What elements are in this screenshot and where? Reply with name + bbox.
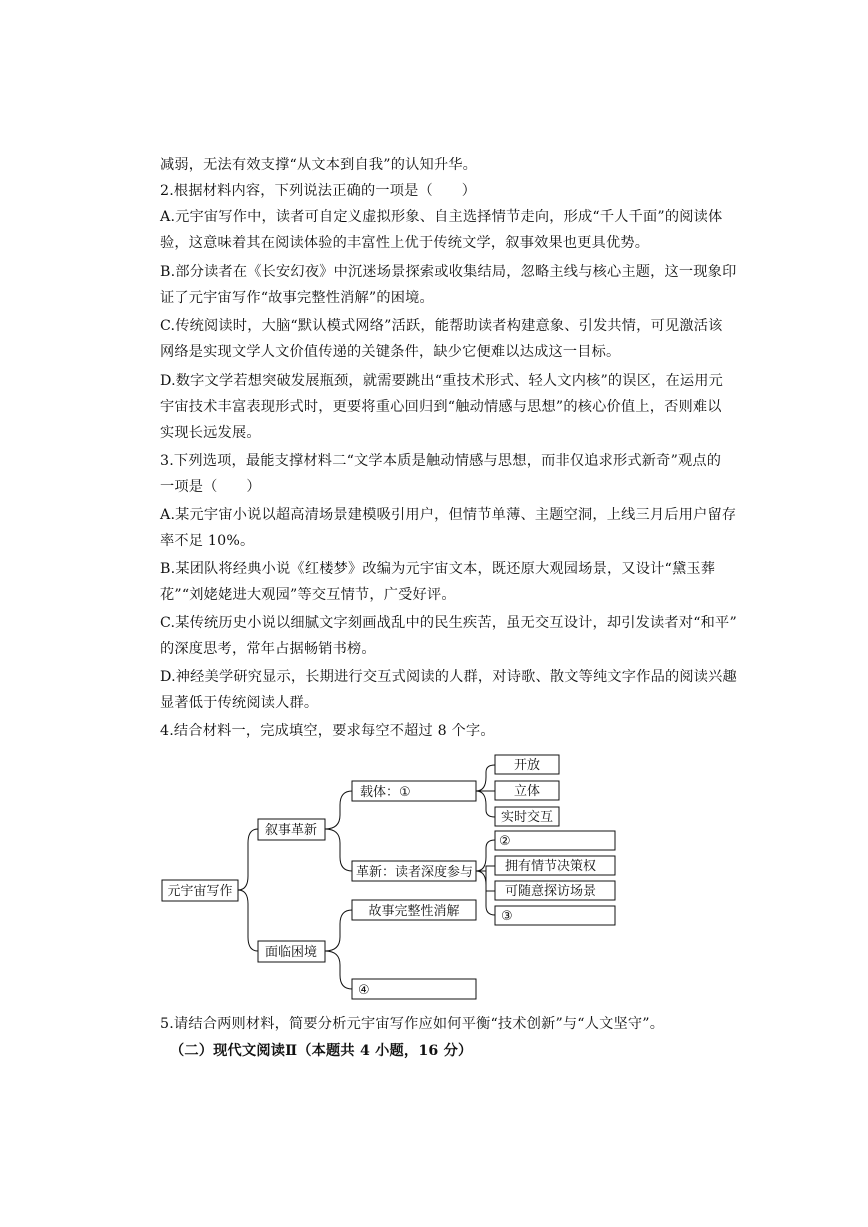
reform-item-decision: 拥有情节决策权 [505, 859, 597, 874]
carrier-item-3d: 立体 [513, 784, 541, 799]
option-2b: B.部分读者在《长安幻夜》中沉迷场景探索或收集结局，忽略主线与核心主题，这一现象印 [160, 264, 737, 280]
option-2a: A.元宇宙写作中，读者可自定义虚拟形象、自主选择情节走向，形成“千人千面”的阅读体 [160, 209, 723, 225]
branch1-label: 叙事革新 [264, 823, 318, 838]
connector-carrier-bottom [476, 791, 495, 817]
option-2d-cont: 宇宙技术丰富表现形式时，更要将重心回归到“触动情感与思想”的核心价值上，否则难以 [160, 399, 722, 415]
connector-reform-4 [476, 871, 495, 915]
question-3-stem-cont: 一项是（ ） [160, 479, 261, 495]
reform-item-blank-2: ② [499, 834, 511, 849]
option-3b-cont: 花”“刘姥姥进大观园”等交互情节，广受好评。 [160, 587, 456, 603]
dilemma2-blank-4: ④ [358, 983, 370, 998]
option-2d: D.数字文学若想突破发展瓶颈，就需要跳出“重技术形式、轻人文内核”的误区，在运用元 [160, 373, 724, 389]
reform-item-box [495, 906, 615, 925]
text-line: 减弱，无法有效支撑“从文本到自我”的认知升华。 [160, 157, 478, 173]
option-2b-cont: 证了元宇宙写作“故事完整性消解”的困境。 [160, 290, 434, 306]
carrier-item-open: 开放 [513, 758, 541, 773]
connector-branch1-reform [325, 829, 352, 871]
option-2c: C.传统阅读时，大脑“默认模式网络”活跃，能帮助读者构建意象、引发共情，可见激活该 [160, 318, 723, 334]
question-5-stem: 5.请结合两则材料，简要分析元宇宙写作应如何平衡“技术创新”与“人文坚守”。 [160, 1016, 665, 1032]
option-2c-cont: 网络是实现文学人文价值传递的关键条件，缺少它便难以达成这一目标。 [160, 344, 621, 360]
option-2d-cont2: 实现长远发展。 [160, 425, 261, 441]
option-2a-cont: 验，这意味着其在阅读体验的丰富性上优于传统文学，叙事效果也更具优势。 [160, 235, 650, 251]
connector-branch2-d1 [325, 910, 352, 951]
option-3b: B.某团队将经典小说《红楼梦》改编为元宇宙文本，既还原大观园场景，又设计“黛玉葬 [160, 561, 716, 577]
reform-label: 革新：读者深度参与 [356, 865, 474, 880]
reform-item-blank-3: ③ [501, 909, 513, 924]
question-3-stem: 3.下列选项，最能支撑材料二“文学本质是触动情感与思想，而非仅追求形式新奇”观点的 [160, 453, 722, 469]
connector-branch2-d2 [325, 951, 352, 989]
option-3c-cont: 的深度思考，常年占据畅销书榜。 [160, 641, 376, 657]
option-3a-cont: 率不足 10%。 [160, 533, 255, 549]
question-2-stem: 2.根据材料内容，下列说法正确的一项是（ ） [160, 183, 477, 199]
connector-root-branch1 [238, 829, 258, 890]
option-3c: C.某传统历史小说以细腻文字刻画战乱中的民生疾苦，虽无交互设计，却引发读者对“和平” [160, 615, 737, 631]
branch2-label: 面临困境 [264, 945, 318, 960]
reform-item-box [495, 831, 615, 850]
carrier-label: 载体：① [360, 785, 411, 800]
dilemma2-box [352, 979, 476, 999]
section-heading: （二）现代文阅读Ⅱ（本题共 4 小题，16 分） [170, 1043, 473, 1059]
option-3d-cont: 显著低于传统阅读人群。 [160, 695, 319, 711]
connector-reform-3 [486, 871, 495, 891]
connector-carrier-top [476, 765, 495, 791]
option-3a: A.某元宇宙小说以超高清场景建模吸引用户，但情节单薄、主题空洞，上线三月后用户留存 [160, 507, 737, 523]
question-4-stem: 4.结合材料一，完成填空，要求每空不超过 8 个字。 [160, 723, 495, 739]
reform-item-explore: 可随意探访场景 [505, 884, 597, 899]
carrier-item-realtime: 实时交互 [500, 810, 554, 825]
option-3d: D.神经美学研究显示，长期进行交互式阅读的人群，对诗歌、散文等纯文字作品的阅读兴趣 [160, 669, 737, 685]
connector-branch1-carrier [325, 791, 352, 829]
root-label: 元宇宙写作 [167, 884, 233, 899]
dilemma1-label: 故事完整性消解 [368, 904, 460, 919]
connector-root-branch2 [238, 890, 258, 951]
